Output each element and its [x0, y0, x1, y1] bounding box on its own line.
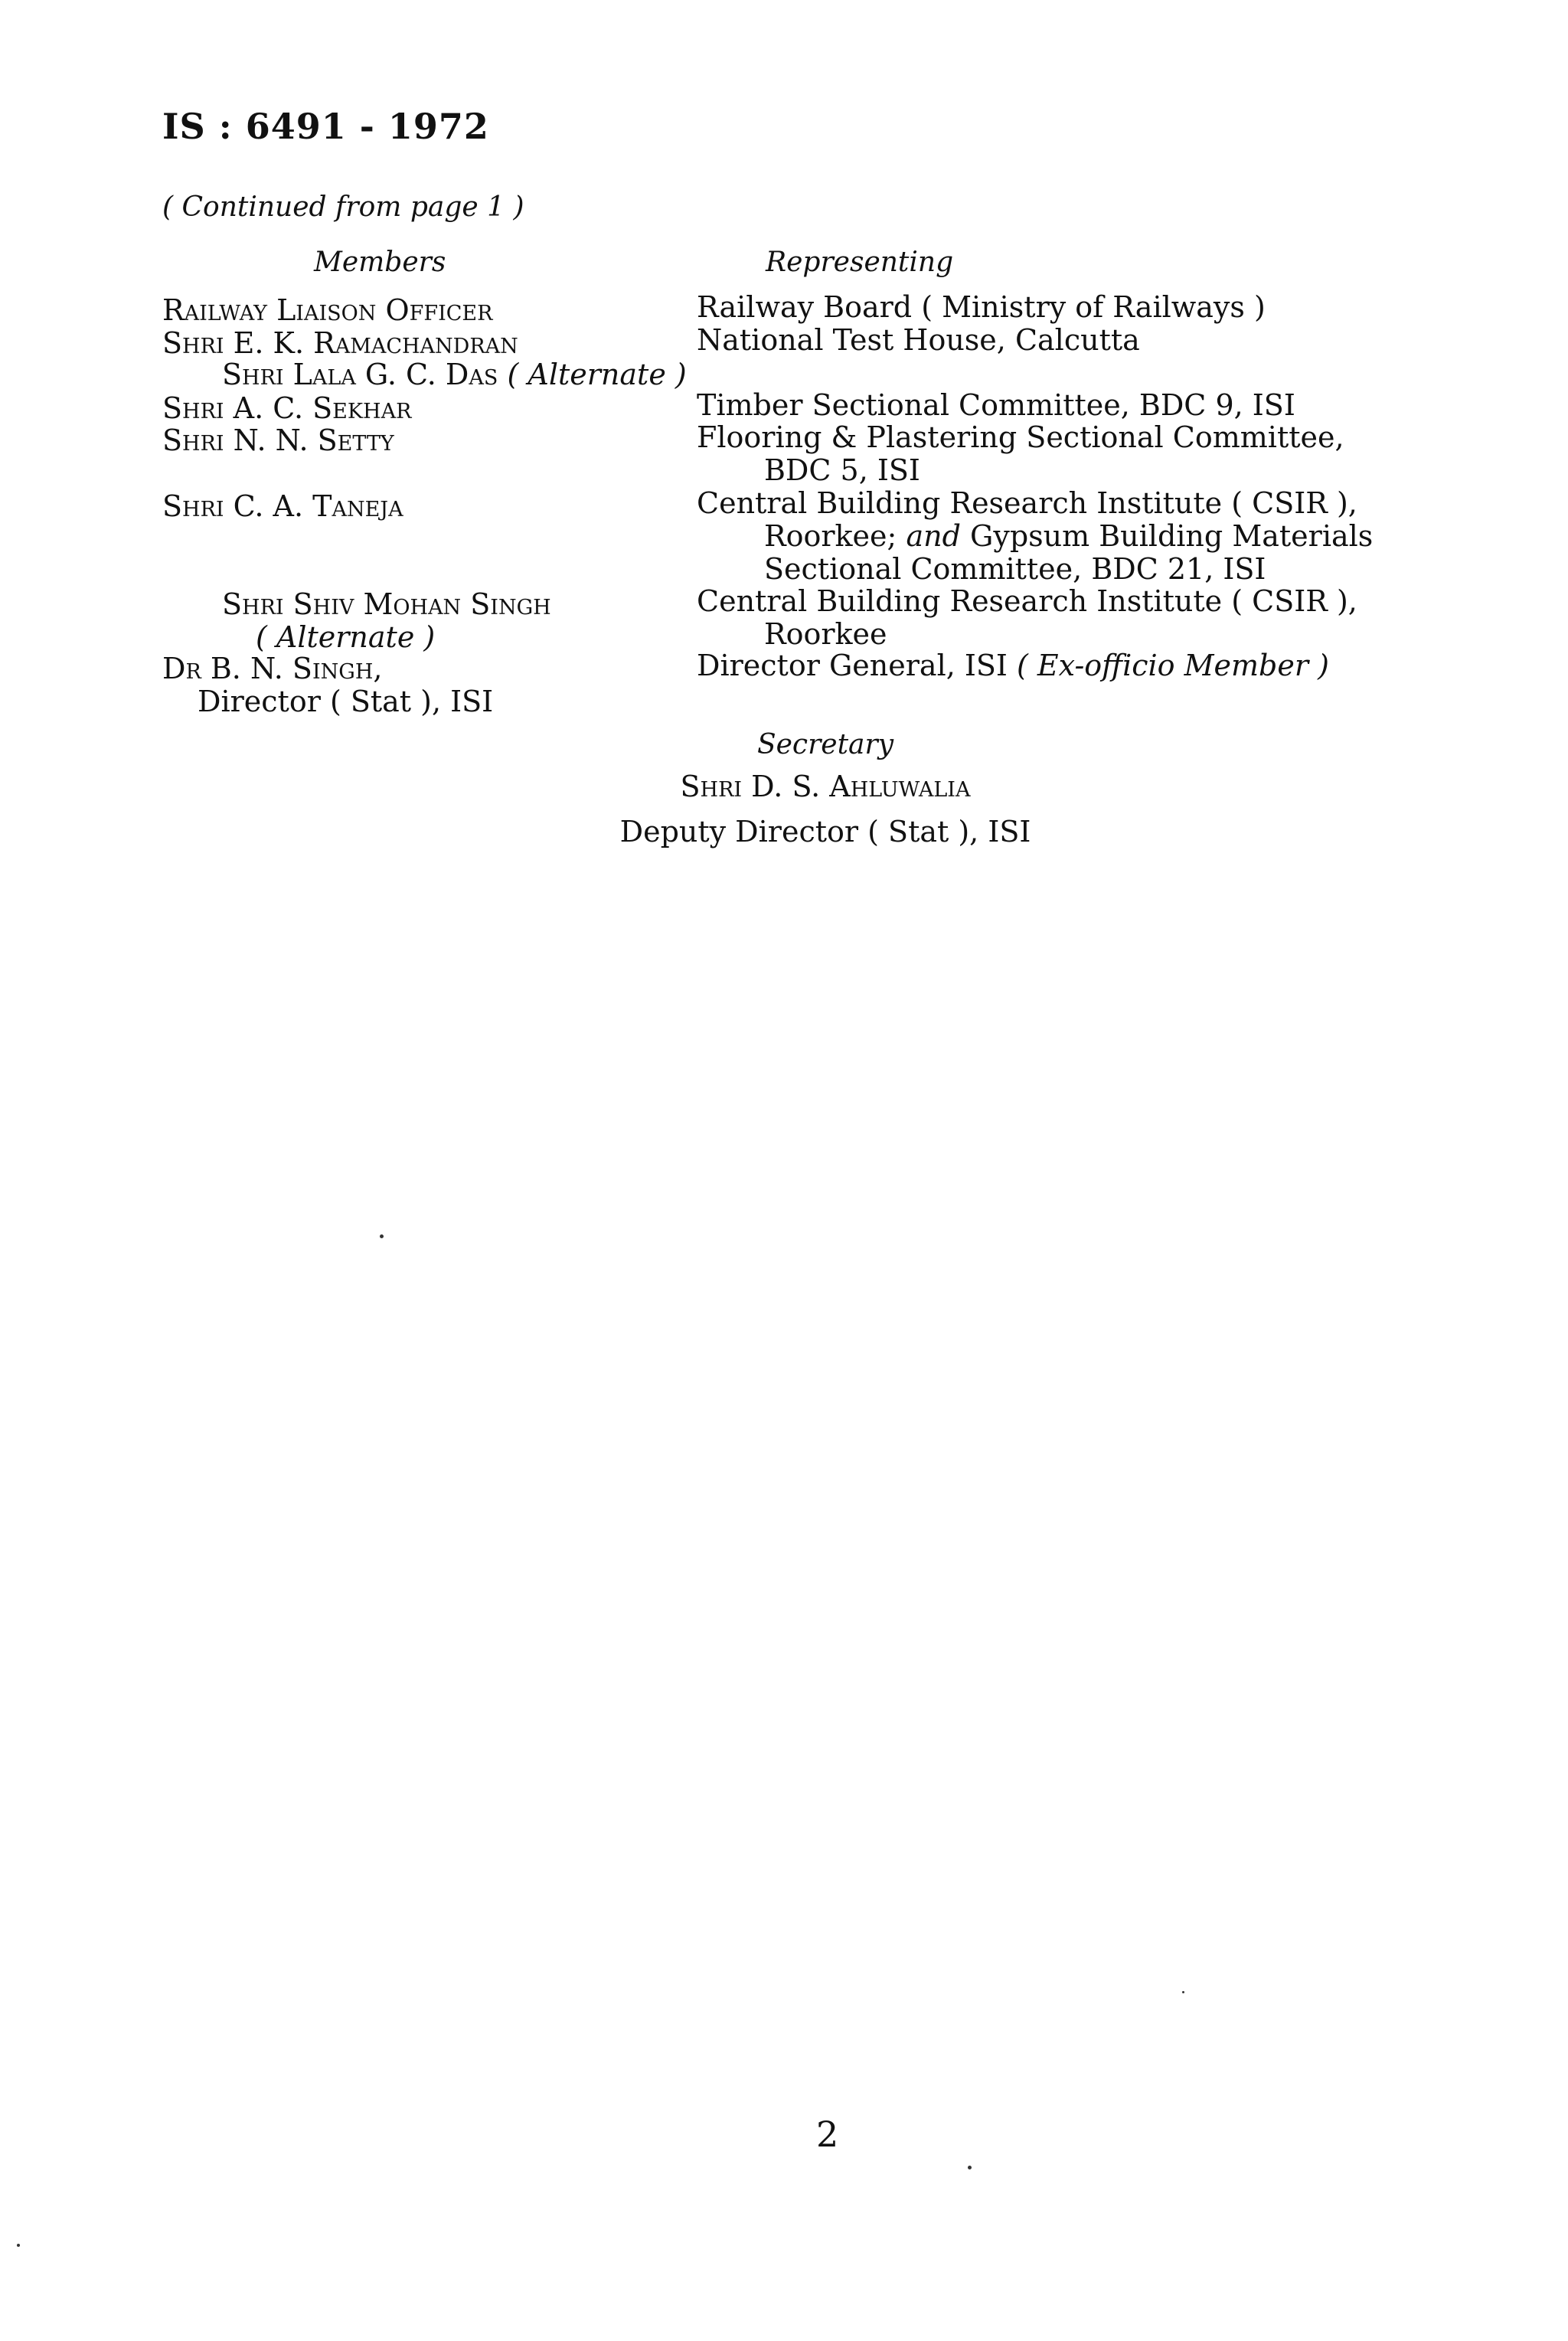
- member-name: Shri A. C. Sekhar: [162, 391, 412, 425]
- representing-column-heading: Representing: [766, 247, 954, 278]
- representing-line: Timber Sectional Committee, BDC 9, ISI: [697, 388, 1295, 422]
- word: Institute: [1096, 486, 1223, 520]
- ex-officio-label: ( Ex-officio Member ): [1017, 649, 1329, 682]
- word: Research: [949, 486, 1088, 520]
- representing-justified-line: [697, 520, 1484, 553]
- word: Building: [816, 486, 941, 520]
- member-block: [162, 652, 493, 718]
- member-name: Dr B. N. Singh,: [162, 652, 383, 685]
- alternate-label: ( Alternate ): [256, 620, 436, 654]
- member-representing: [697, 585, 1484, 651]
- word: Sectional: [1026, 420, 1164, 454]
- alternate-member: [222, 358, 687, 391]
- word: Institute: [1096, 584, 1223, 618]
- page-number: 2: [816, 2114, 839, 2155]
- member-representing: [697, 421, 1484, 487]
- word: and: [906, 519, 961, 553]
- word: Building: [1099, 519, 1223, 553]
- representing-line: Railway Board ( Ministry of Railways ): [697, 290, 1266, 324]
- secretary-title: Deputy Director ( Stat ), ISI: [619, 815, 1031, 848]
- member-representing: [697, 324, 1140, 357]
- word: Plastering: [866, 420, 1018, 454]
- word: &: [831, 420, 858, 454]
- representing-line: Roorkee: [764, 617, 887, 651]
- member-name: Shri C. A. Taneja: [162, 489, 403, 523]
- member-representing: [697, 291, 1266, 324]
- word: Central: [697, 584, 808, 618]
- member-name: Railway Liaison Officer: [162, 293, 493, 327]
- alternate-member: [222, 588, 551, 654]
- word: ( CSIR ),: [1231, 486, 1357, 520]
- member-name: Shri E. K. Ramachandran: [162, 326, 518, 360]
- alternate-label: ( Alternate ): [507, 358, 687, 391]
- document-id: IS : 6491 - 1972: [162, 106, 489, 147]
- member-name: Shri N. N. Setty: [162, 423, 394, 457]
- continued-note: ( Continued from page 1 ): [162, 191, 524, 223]
- representing-justified-line: [697, 421, 1484, 454]
- secretary-name: Shri D. S. Ahluwalia: [680, 770, 971, 803]
- representing-line: BDC 5, ISI: [764, 453, 920, 487]
- member-designation: Director ( Stat ), ISI: [198, 685, 494, 718]
- word: Flooring: [697, 420, 822, 454]
- representing-line: Director General, ISI: [697, 649, 1018, 682]
- word: Research: [949, 584, 1088, 618]
- members-column-heading: Members: [314, 247, 446, 278]
- secretary-heading: Secretary: [756, 729, 894, 760]
- word: Gypsum: [970, 519, 1090, 553]
- representing-justified-line: [697, 487, 1484, 520]
- word: Roorkee;: [764, 519, 897, 553]
- member-representing: [697, 649, 1329, 682]
- member-name: Shri Shiv Mohan Singh: [222, 587, 551, 621]
- scan-speck: [17, 2244, 20, 2247]
- word: Building: [816, 584, 941, 618]
- member-name: Shri Lala G. C. Das: [222, 358, 498, 391]
- scan-speck: [1182, 1991, 1184, 1993]
- scan-speck: [968, 2166, 972, 2169]
- representing-line: National Test House, Calcutta: [697, 323, 1140, 357]
- representing-line: Sectional Committee, BDC 21, ISI: [764, 552, 1266, 586]
- word: Central: [697, 486, 808, 520]
- representing-justified-line: [697, 585, 1484, 618]
- word: Committee,: [1172, 420, 1344, 454]
- scan-speck: [380, 1234, 384, 1238]
- member-representing: [697, 487, 1484, 586]
- member-representing: [697, 389, 1295, 422]
- word: ( CSIR ),: [1231, 584, 1357, 618]
- word: Materials: [1232, 519, 1374, 553]
